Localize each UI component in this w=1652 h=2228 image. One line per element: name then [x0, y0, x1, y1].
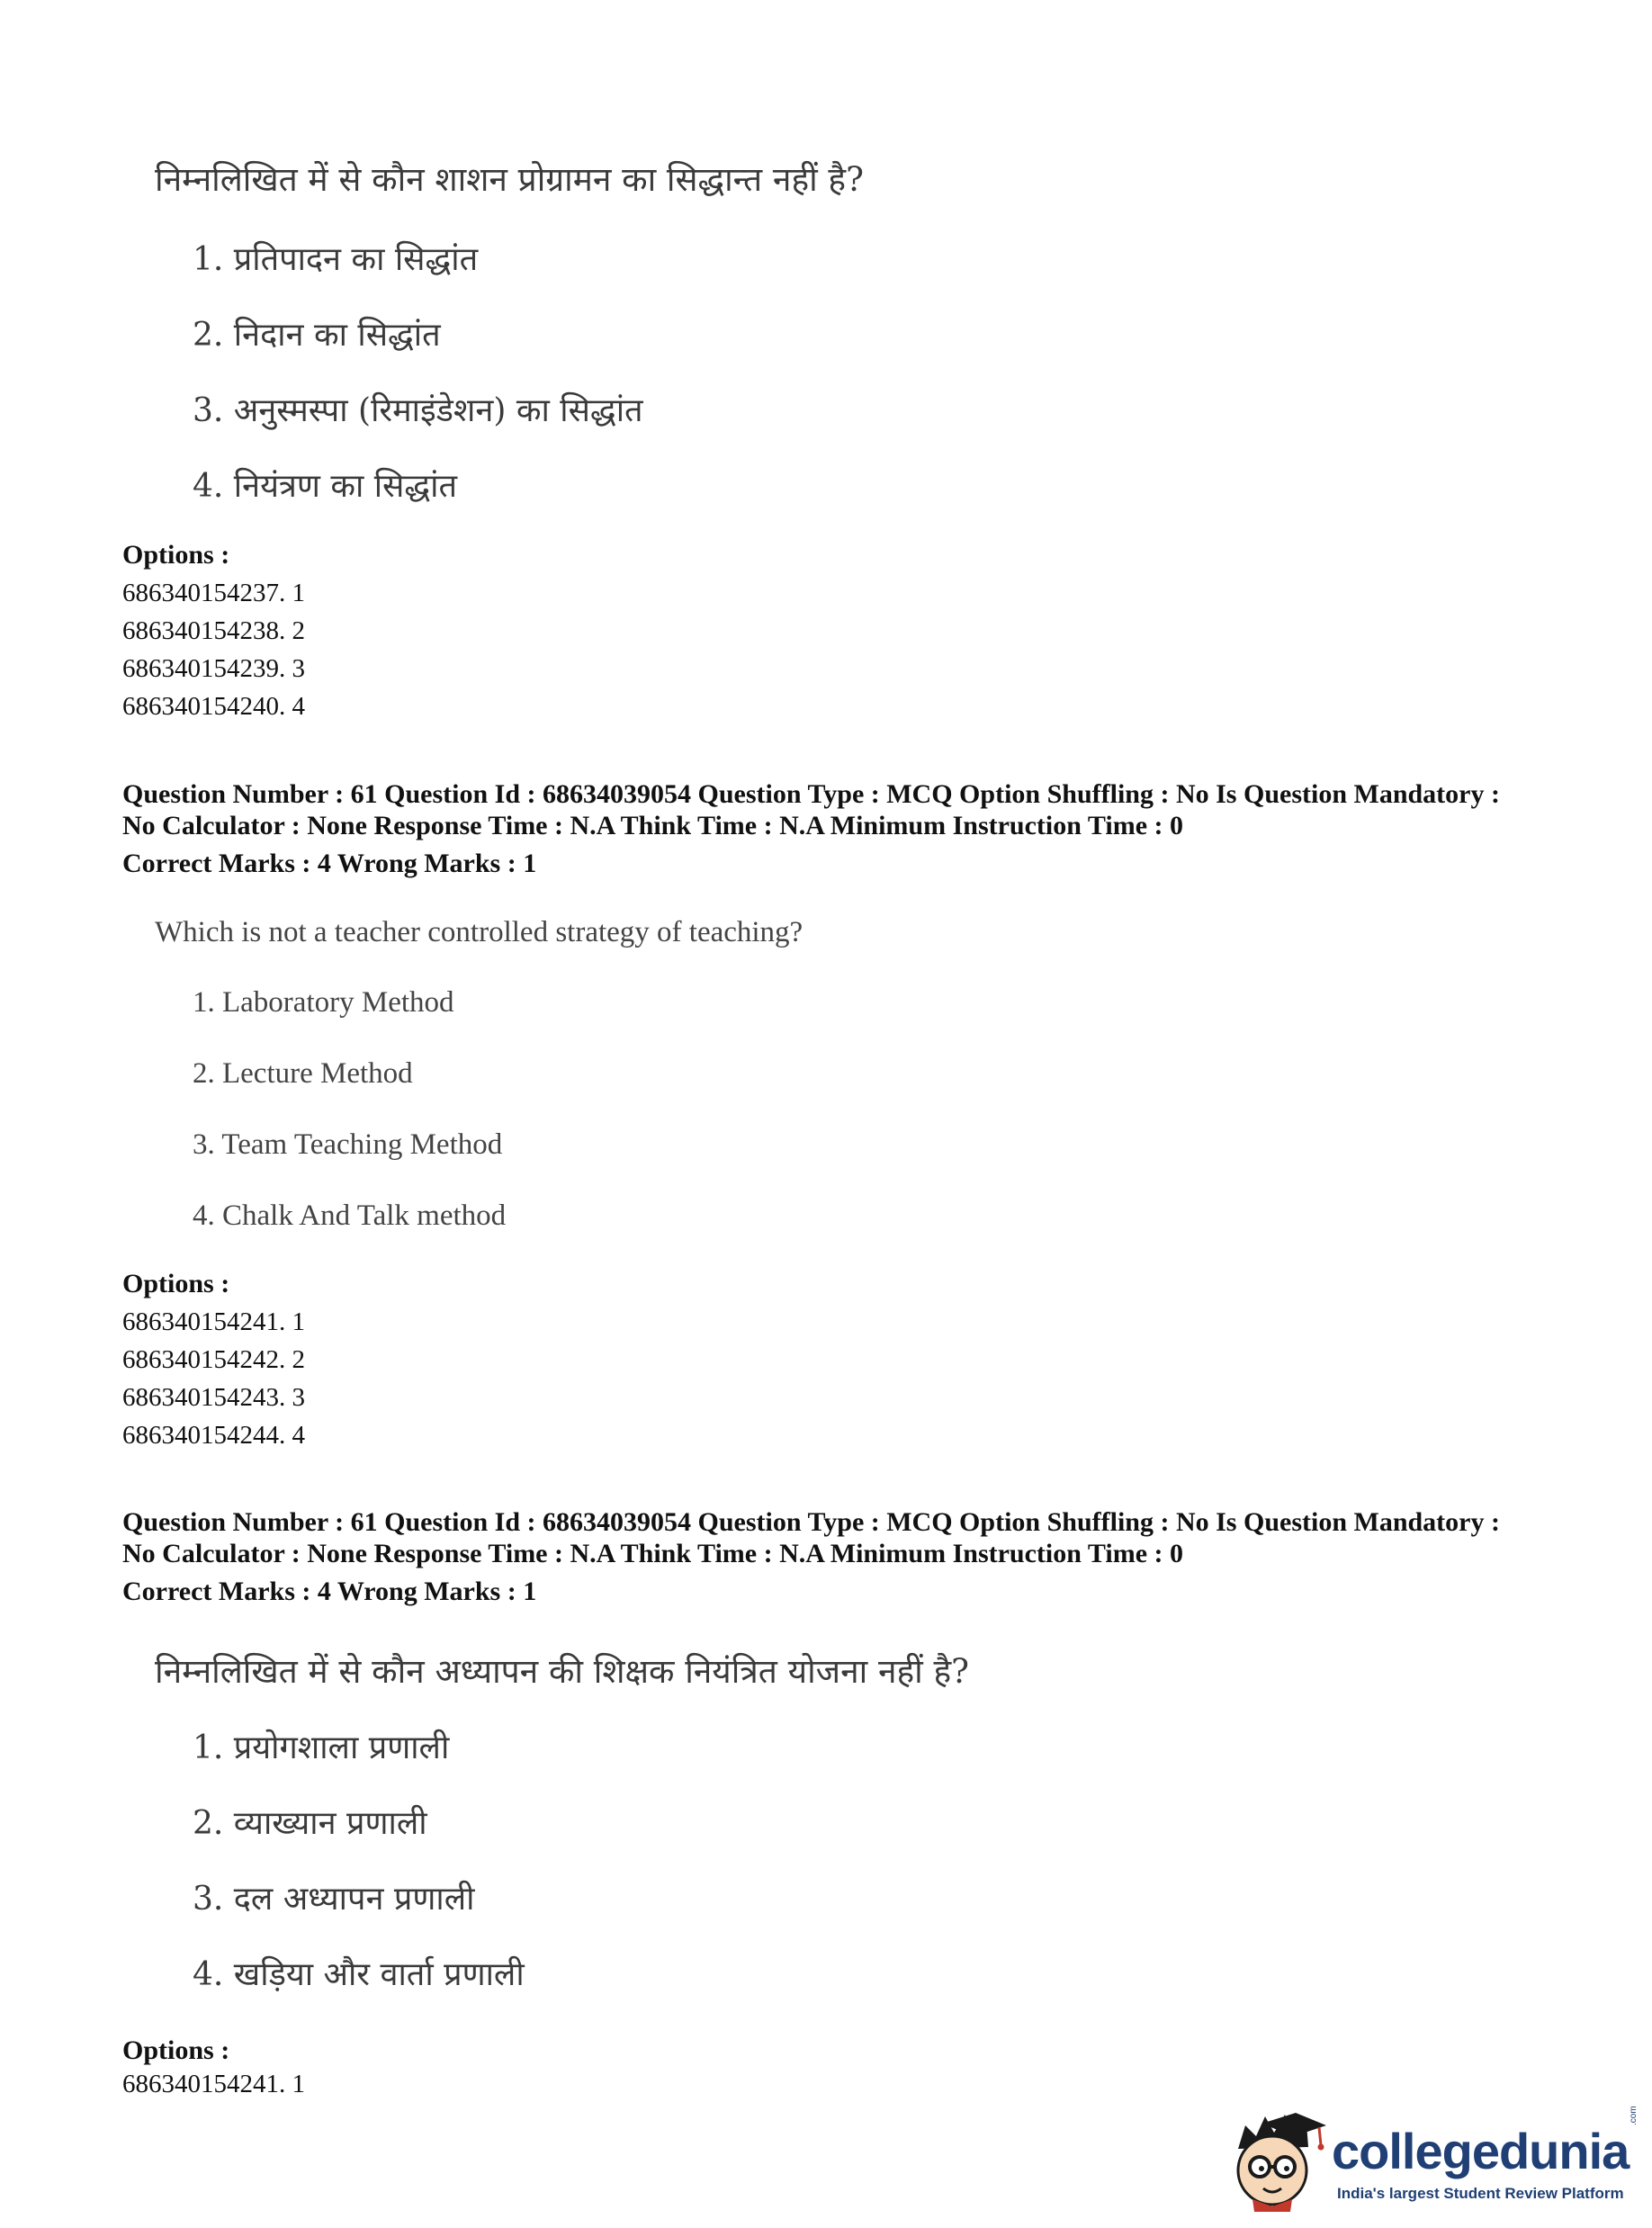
question-choice: 3. अनुस्मस्पा (रिमाइंडेशन) का सिद्धांत [193, 392, 643, 429]
question-choice: 2. Lecture Method [193, 1057, 413, 1090]
question-choice: 1. Laboratory Method [193, 986, 454, 1019]
question-meta: Question Number : 61 Question Id : 68634039054 Question Type : MCQ Option Shuffling : No Is Question Mandatory : [122, 779, 1500, 809]
option-id: 686340154243. 3 [122, 1383, 305, 1412]
option-id: 686340154244. 4 [122, 1421, 305, 1450]
option-id: 686340154241. 1 [122, 2070, 305, 2093]
question-choice: 4. नियंत्रण का सिद्धांत [193, 468, 458, 505]
question-choice: 4. Chalk And Talk method [193, 1199, 507, 1232]
question-choice: 3. दल अध्यापन प्रणाली [193, 1881, 475, 1918]
collegedunia-logo [1226, 2106, 1639, 2214]
mascot-icon [1226, 2106, 1333, 2214]
question-choice: 1. प्रयोगशाला प्रणाली [193, 1729, 450, 1766]
options-label: Options : [122, 2035, 230, 2065]
options-label: Options : [122, 540, 230, 570]
question-text: Which is not a teacher controlled strategy of teaching? [155, 916, 804, 948]
option-id: 686340154239. 3 [122, 654, 305, 683]
question-meta: Question Number : 61 Question Id : 68634039054 Question Type : MCQ Option Shuffling : No Is Question Mandatory : [122, 1507, 1500, 1537]
option-id: 686340154242. 2 [122, 1345, 305, 1374]
question-choice: 3. Team Teaching Method [193, 1128, 503, 1161]
option-id: 686340154238. 2 [122, 616, 305, 645]
question-meta: No Calculator : None Response Time : N.A Think Time : N.A Minimum Instruction Time : 0 [122, 811, 1183, 840]
logo-com: .com [1629, 2106, 1639, 2125]
logo-tagline: India's largest Student Review Platform [1337, 2185, 1624, 2202]
question-choice: 1. प्रतिपादन का सिद्धांत [193, 241, 479, 278]
question-text: निम्नलिखित में से कौन शाशन प्रोग्रामन का सिद्धान्त नहीं है? [155, 160, 864, 199]
question-text: निम्नलिखित में से कौन अध्यापन की शिक्षक नियंत्रित योजना नहीं है? [155, 1652, 970, 1691]
question-choice: 4. खड़िया और वार्ता प्रणाली [193, 1956, 525, 1993]
question-marks: Correct Marks : 4 Wrong Marks : 1 [122, 1577, 537, 1606]
question-meta: No Calculator : None Response Time : N.A Think Time : N.A Minimum Instruction Time : 0 [122, 1539, 1183, 1568]
question-marks: Correct Marks : 4 Wrong Marks : 1 [122, 849, 537, 878]
option-id: 686340154240. 4 [122, 692, 305, 721]
option-id-cropped [122, 2070, 662, 2093]
question-choice: 2. निदान का सिद्धांत [193, 317, 441, 354]
option-id: 686340154237. 1 [122, 579, 305, 607]
option-id: 686340154241. 1 [122, 1307, 305, 1336]
logo-wordmark: collegedunia [1332, 2123, 1630, 2179]
question-choice: 2. व्याख्यान प्रणाली [193, 1805, 427, 1842]
options-label: Options : [122, 1269, 230, 1298]
